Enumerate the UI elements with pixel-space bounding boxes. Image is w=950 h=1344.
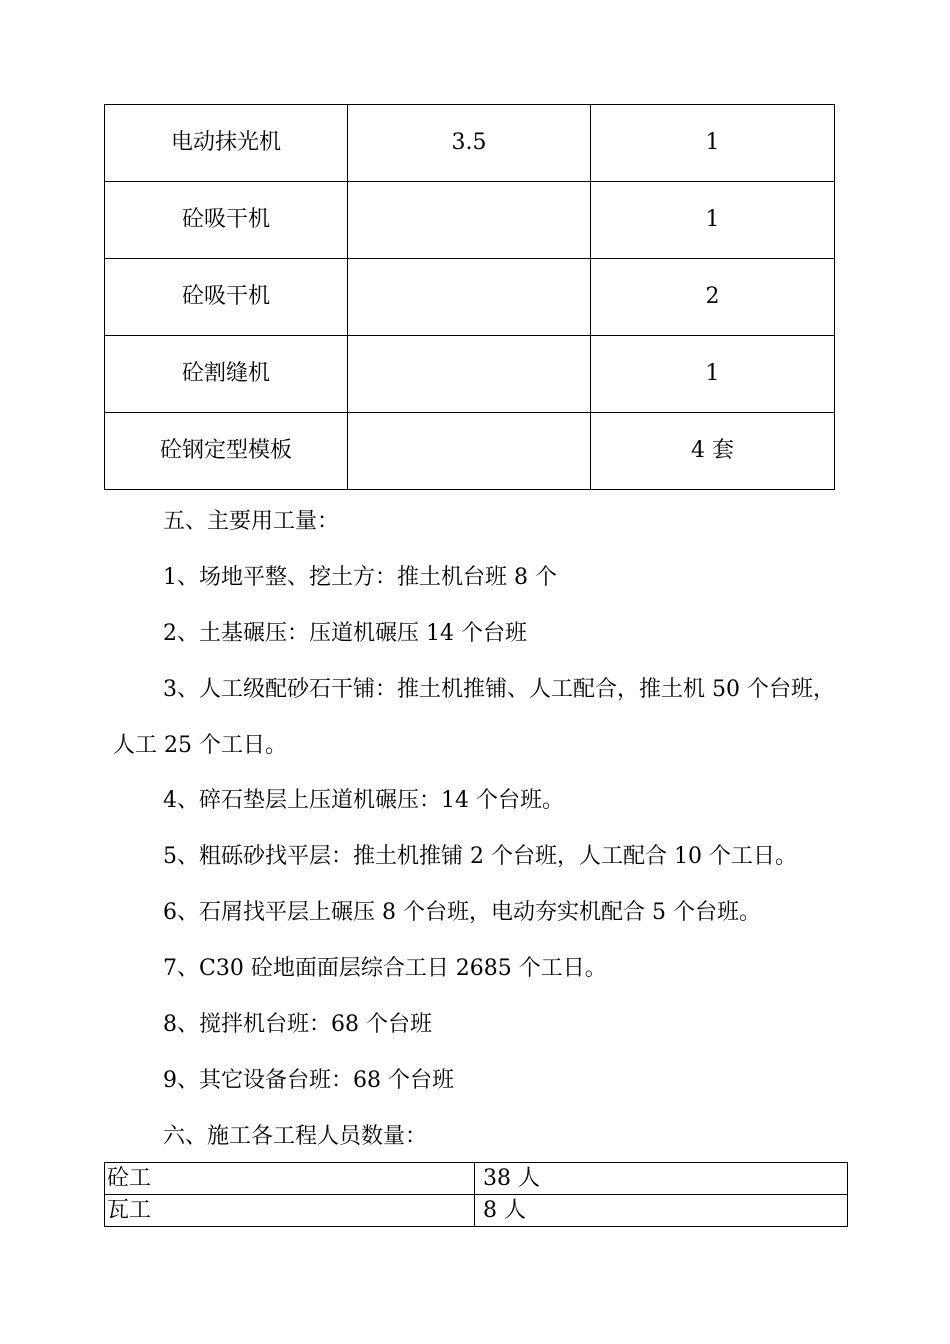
equipment-name-cell: 砼吸干机 [105,259,348,336]
section5-heading: 五、主要用工量： [163,509,340,534]
equipment-spec-cell [348,182,591,259]
section5-item: 7、C30 砼地面面层综合工日 2685 个工日。 [163,956,607,981]
equipment-table [104,104,835,490]
section5-item: 4、碎石垫层上压道机碾压：14 个台班。 [163,788,564,813]
equipment-spec-cell: 3.5 [348,105,591,182]
equipment-spec-cell [348,336,591,413]
equipment-name-cell: 砼割缝机 [105,336,348,413]
staff-table [104,1162,848,1227]
equipment-qty-cell: 4 套 [591,413,835,490]
section5-item-continuation: 人工 25 个工日。 [113,733,287,758]
section5-item: 1、场地平整、挖土方：推土机台班 8 个 [163,565,557,590]
table-row [105,259,835,336]
table-row [105,182,835,259]
trade-cell: 砼工 [105,1163,475,1195]
table-row [105,413,835,490]
section5-item: 9、其它设备台班：68 个台班 [163,1068,454,1093]
table-row [105,1163,848,1195]
section5-item: 3、人工级配砂石干铺：推土机推铺、人工配合，推土机 50 个台班， [163,677,835,702]
equipment-name-cell: 电动抹光机 [105,105,348,182]
equipment-qty-cell: 1 [591,336,835,413]
section5-item: 5、粗砾砂找平层：推土机推铺 2 个台班，人工配合 10 个工日。 [163,844,797,869]
staff-count-cell: 38 人 [475,1163,848,1195]
trade-cell: 瓦工 [105,1195,475,1227]
equipment-spec-cell [348,413,591,490]
section5-item: 2、土基碾压：压道机碾压 14 个台班 [163,621,527,646]
section6-heading: 六、施工各工程人员数量： [163,1124,428,1149]
staff-count-cell: 8 人 [475,1195,848,1227]
equipment-qty-cell: 2 [591,259,835,336]
table-row [105,105,835,182]
section5-item: 6、石屑找平层上碾压 8 个台班，电动夯实机配合 5 个台班。 [163,900,761,925]
equipment-name-cell: 砼钢定型模板 [105,413,348,490]
table-row [105,336,835,413]
equipment-qty-cell: 1 [591,105,835,182]
table-row [105,1195,848,1227]
section5-item: 8、搅拌机台班：68 个台班 [163,1012,432,1037]
equipment-qty-cell: 1 [591,182,835,259]
equipment-name-cell: 砼吸干机 [105,182,348,259]
equipment-spec-cell [348,259,591,336]
